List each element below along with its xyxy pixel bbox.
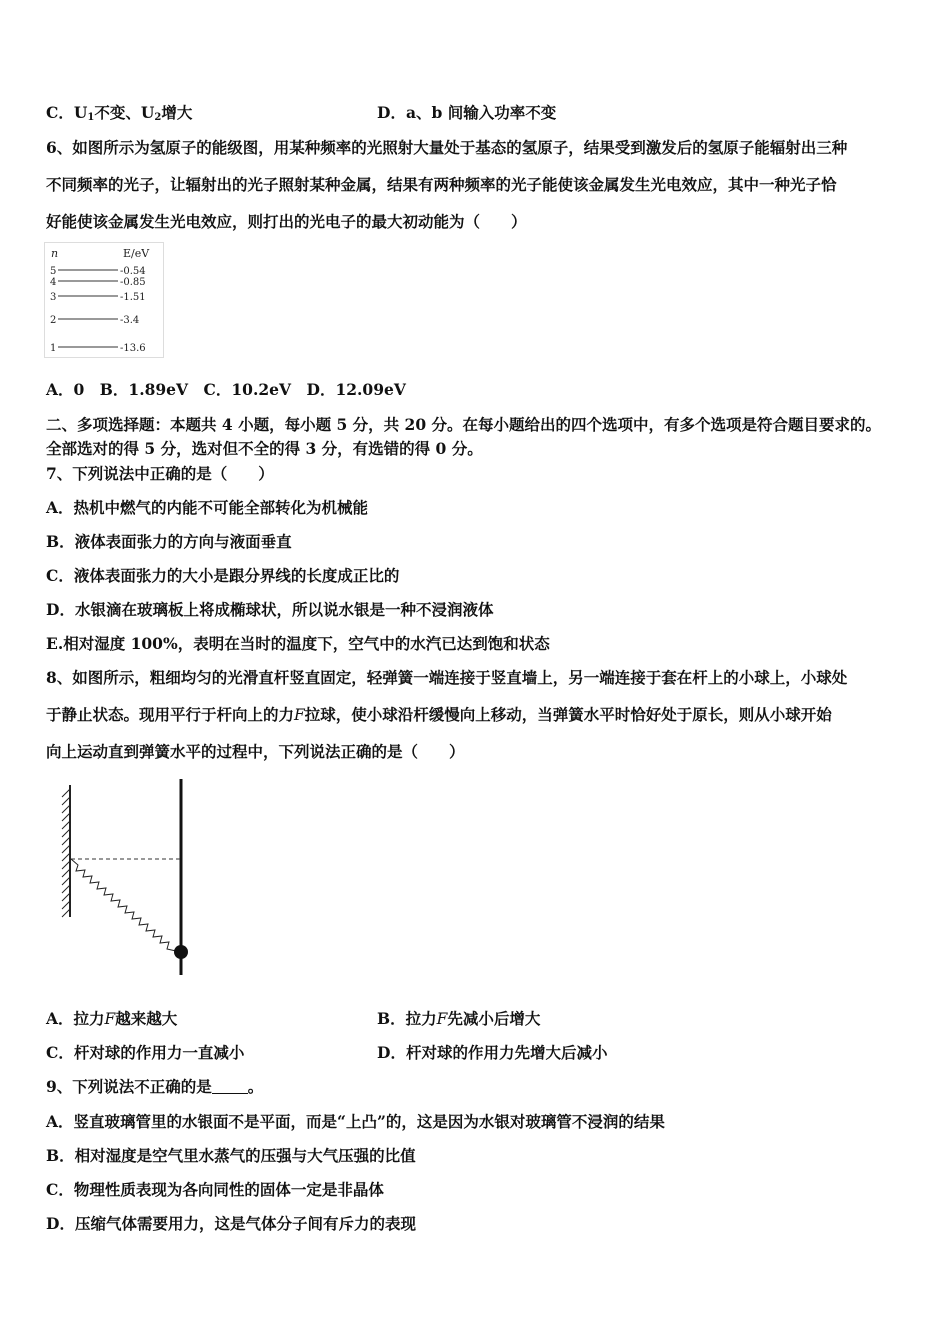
q7-option-d: D．水银滴在玻璃板上将成椭球状，所以说水银是一种不浸润液体 <box>46 600 494 619</box>
svg-text:-3.4: -3.4 <box>120 315 140 326</box>
q6-stem-line1: 6、如图所示为氢原子的能级图，用某种频率的光照射大量处于基态的氢原子，结果受到激发后的氢原子能辐射出三种 <box>46 138 848 157</box>
spring-rod-diagram <box>58 777 198 981</box>
q9-option-a: A．竖直玻璃管里的水银面不是平面，而是“上凸”的，这是因为水银对玻璃管不浸润的结果 <box>46 1112 665 1131</box>
svg-text:-1.51: -1.51 <box>120 292 146 303</box>
q8-option-d: D．杆对球的作用力先增大后减小 <box>377 1043 608 1062</box>
q8-stem-line2: 于静止状态。现用平行于杆向上的力F拉球，使小球沿杆缓慢向上移动，当弹簧水平时恰好处于原长，则从小球开始 <box>46 705 832 724</box>
ball <box>174 945 188 959</box>
svg-text:-0.85: -0.85 <box>120 277 146 288</box>
q7-option-c: C．液体表面张力的大小是跟分界线的长度成正比的 <box>46 566 400 585</box>
svg-text:2: 2 <box>50 315 57 326</box>
level-1 <box>50 343 146 354</box>
energy-level-diagram <box>44 242 164 358</box>
q6-options: A．0 B．1.89eV C．10.2eV D．12.09eV <box>46 380 406 399</box>
q8-stem-line3: 向上运动直到弹簧水平的过程中，下列说法正确的是（ ） <box>46 742 465 761</box>
level-5 <box>50 266 146 277</box>
q9-option-c: C．物理性质表现为各向同性的固体一定是非晶体 <box>46 1180 384 1199</box>
q8-option-c: C．杆对球的作用力一直减小 <box>46 1043 245 1062</box>
n-axis-label: n <box>51 247 59 260</box>
q7-option-e: E.相对湿度 100%，表明在当时的温度下，空气中的水汽已达到饱和状态 <box>46 634 550 653</box>
q5-option-c: C．$U_1$不变、$U_2$增大 <box>46 103 193 123</box>
level-2 <box>50 315 139 326</box>
wall-hatching <box>62 789 70 917</box>
force-symbol: F <box>294 706 305 724</box>
svg-text:5: 5 <box>50 266 57 277</box>
answer-blank <box>212 1079 248 1094</box>
q7-stem: 7、下列说法中正确的是（ ） <box>46 464 274 483</box>
spring <box>71 859 176 951</box>
q6-stem-line2: 不同频率的光子，让辐射出的光子照射某种金属，结果有两种频率的光子能使该金属发生光电效应，其中一种光子恰 <box>46 175 837 194</box>
q8-option-b: B．拉力F先减小后增大 <box>377 1009 541 1028</box>
energy-axis-label: E/eV <box>123 247 150 260</box>
q5-option-d: D．a、b 间输入功率不变 <box>377 103 557 122</box>
level-4 <box>50 277 146 288</box>
q9-option-d: D．压缩气体需要用力，这是气体分子间有斥力的表现 <box>46 1214 416 1233</box>
q8-stem-line1: 8、如图所示，粗细均匀的光滑直杆竖直固定，轻弹簧一端连接于竖直墙上，另一端连接于套在杆上的小球上，小球处 <box>46 668 848 687</box>
q9-stem: 9、下列说法不正确的是 。 <box>46 1077 264 1096</box>
section2-heading-line1: 二、多项选择题：本题共 4 小题，每小题 5 分，共 20 分。在每小题给出的四个选项中，有多个选项是符合题目要求的。 <box>46 415 882 434</box>
svg-text:1: 1 <box>50 343 57 354</box>
section2-heading-line2: 全部选对的得 5 分，选对但不全的得 3 分，有选错的得 0 分。 <box>46 439 483 458</box>
level-3 <box>50 292 146 303</box>
q7-option-a: A．热机中燃气的内能不可能全部转化为机械能 <box>46 498 369 517</box>
q6-stem-line3: 好能使该金属发生光电效应，则打出的光电子的最大初动能为（ ） <box>46 212 527 231</box>
q8-option-a: A．拉力F越来越大 <box>46 1009 178 1028</box>
svg-text:3: 3 <box>50 292 57 303</box>
svg-text:-13.6: -13.6 <box>120 343 146 354</box>
q7-option-b: B．液体表面张力的方向与液面垂直 <box>46 532 292 551</box>
svg-text:4: 4 <box>50 277 57 288</box>
svg-text:-0.54: -0.54 <box>120 266 146 277</box>
q9-option-b: B．相对湿度是空气里水蒸气的压强与大气压强的比值 <box>46 1146 416 1165</box>
